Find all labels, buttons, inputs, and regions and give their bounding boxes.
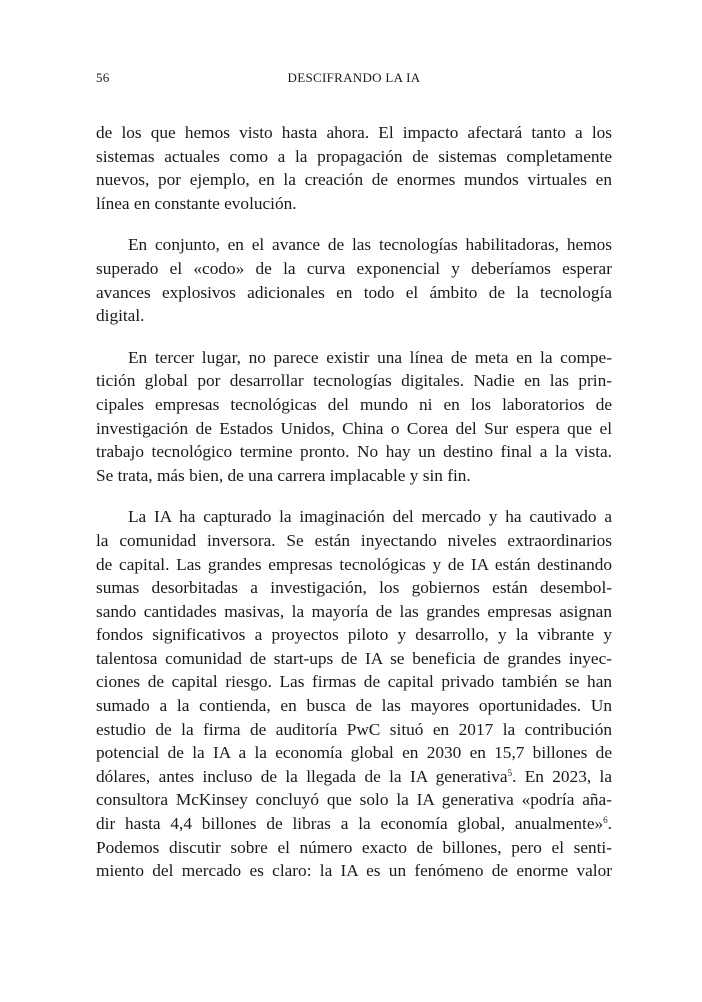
- text-line: de los que hemos visto hasta ahora. El impacto afectará tanto a los: [96, 123, 612, 142]
- text-line: digital.: [96, 306, 145, 326]
- text-line-with-footnote: [96, 812, 612, 836]
- text-line: nuevos, por ejemplo, en la creación de enormes mundos virtuales en: [96, 170, 612, 190]
- text-line: miento del mercado es claro: la IA es un fenómeno de enorme valor: [96, 861, 612, 881]
- text-line: sumado a la contienda, en busca de las mayores oportunidades. Un: [96, 696, 612, 716]
- text-line: Se trata, más bien, de una carrera implacable y sin fin.: [96, 465, 471, 485]
- text-line: de capital. Las grandes empresas tecnológicas y de IA están destinando: [96, 554, 612, 574]
- text-line: ciones de capital riesgo. Las firmas de capital privado también se han: [96, 672, 612, 692]
- text-line: la comunidad inversora. Se están inyectando niveles extraordinarios: [96, 530, 612, 550]
- text-line: En tercer lugar, no parece existir una línea de meta en la compe-: [128, 347, 612, 367]
- running-head: [96, 70, 612, 92]
- text-line: tición global por desarrollar tecnologías digitales. Nadie en las prin-: [96, 371, 612, 391]
- text-line: potencial de la IA a la economía global en 2030 en 15,7 billones de: [96, 743, 612, 763]
- footnote-ref[interactable]: 6: [603, 815, 608, 826]
- text-line: fondos significativos a proyectos piloto y desarrollo, y la vibrante y: [96, 625, 612, 645]
- paragraph: [96, 505, 612, 883]
- text-line: consultora McKinsey concluyó que solo la IA generativa «podría aña-: [96, 790, 612, 810]
- line-segment: dir hasta 4,4 billones de libras a la economía global, anualmente»: [96, 814, 604, 834]
- text-line: talentosa comunidad de start-ups de IA se beneficia de grandes inyec-: [96, 648, 612, 668]
- footnote-ref[interactable]: 5: [507, 767, 513, 778]
- text-line: sistemas actuales como a la propagación de sistemas completamente: [96, 146, 612, 166]
- text-line: superado el «codo» de la curva exponencial y deberíamos esperar: [96, 258, 612, 278]
- line-segment: dólares, antes incluso de la llegada de la IA generativa: [96, 766, 508, 786]
- text-line: La IA ha capturado la imaginación del mercado y ha cautivado a: [128, 507, 612, 527]
- text-line: sumas desorbitadas a investigación, los gobiernos están desembol-: [96, 578, 612, 598]
- text-line: En conjunto, en el avance de las tecnologías habilitadoras, hemos: [128, 235, 612, 255]
- text-line: estudio de la firma de auditoría PwC situó en 2017 la contribución: [96, 719, 612, 739]
- body-text: [96, 121, 612, 883]
- text-line: Podemos discutir sobre el número exacto de billones, pero el senti-: [96, 837, 612, 857]
- text-line: sando cantidades masivas, la mayoría de las grandes empresas asignan: [96, 601, 612, 621]
- text-line: trabajo tecnológico termine pronto. No hay un destino final a la vista.: [96, 442, 612, 462]
- book-title: DESCIFRANDO LA IA: [287, 70, 421, 85]
- page-number: 56: [96, 70, 110, 85]
- line-segment: .: [607, 814, 612, 834]
- line-segment: . En 2023, la: [512, 766, 613, 786]
- text-line: cipales empresas tecnológicas del mundo ni en los laboratorios de: [96, 394, 612, 414]
- text-line-with-footnote: [96, 765, 612, 789]
- paragraph: [96, 121, 612, 215]
- text-line: investigación de Estados Unidos, China o Corea del Sur espera que el: [96, 418, 612, 438]
- text-line: línea en constante evolución.: [96, 193, 297, 213]
- paragraph: [96, 346, 612, 488]
- text-line: avances explosivos adicionales en todo el ámbito de la tecnología: [96, 282, 612, 302]
- paragraph: [96, 233, 612, 327]
